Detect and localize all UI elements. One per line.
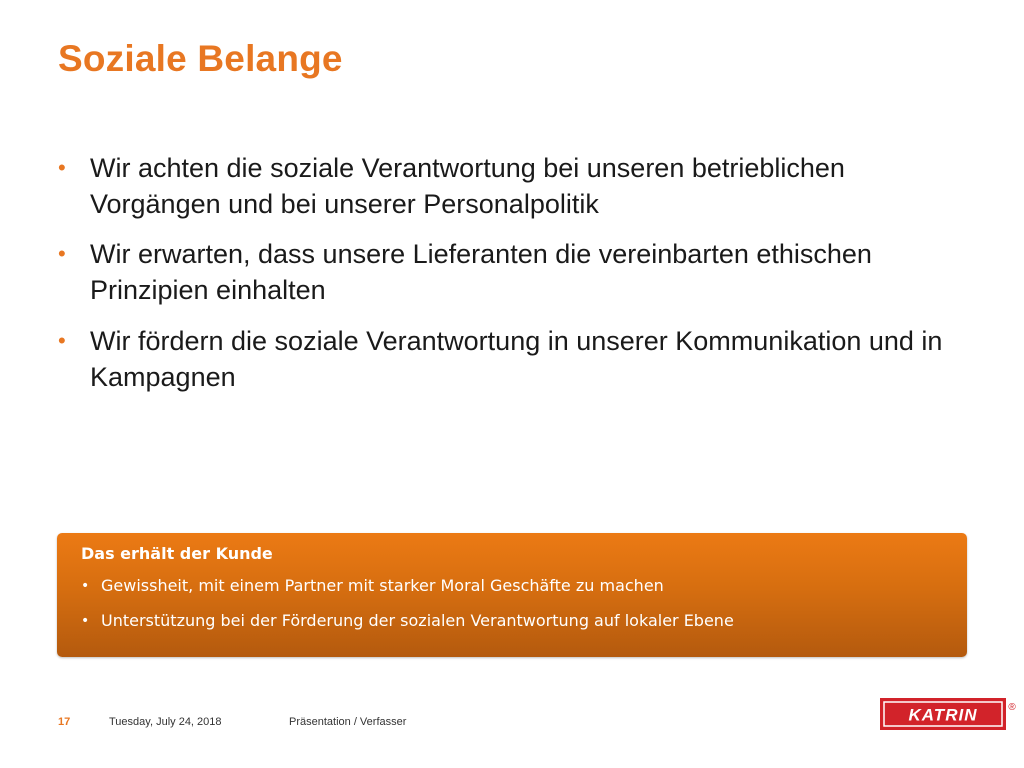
box-item xyxy=(81,610,951,632)
footer-author: Präsentation / Verfasser xyxy=(289,716,407,728)
slide-title: Soziale Belange xyxy=(58,38,343,79)
bullet-item xyxy=(58,236,978,308)
bullet-marker: • xyxy=(58,155,66,180)
page-number: 17 xyxy=(58,716,71,728)
box-list xyxy=(81,575,951,645)
bullet-item xyxy=(58,323,978,395)
bullet-marker: • xyxy=(58,241,66,266)
bullet-text: Wir achten die soziale Verantwortung bei unseren betrieblichen Vorgängen und bei unserer Personalpolitik xyxy=(90,153,845,219)
registered-mark: ® xyxy=(1008,702,1016,713)
footer-date: Tuesday, July 24, 2018 xyxy=(109,716,222,728)
katrin-logo xyxy=(880,698,1022,730)
box-item-text: Gewissheit, mit einem Partner mit starker Moral Geschäfte zu machen xyxy=(101,576,664,595)
bullet-list xyxy=(58,150,978,409)
customer-benefit-box xyxy=(57,533,967,657)
box-bullet-marker: • xyxy=(81,578,90,594)
logo-text: KATRIN xyxy=(908,705,978,725)
box-item-text: Unterstützung bei der Förderung der sozialen Verantwortung auf lokaler Ebene xyxy=(101,611,734,630)
bullet-text: Wir erwarten, dass unsere Lieferanten die vereinbarten ethischen Prinzipien einhalten xyxy=(90,239,872,305)
box-item xyxy=(81,575,951,597)
bullet-text: Wir fördern die soziale Verantwortung in unserer Kommunikation und in Kampagnen xyxy=(90,326,943,392)
box-heading: Das erhält der Kunde xyxy=(81,544,273,563)
bullet-marker: • xyxy=(58,328,66,353)
bullet-item xyxy=(58,150,978,222)
box-bullet-marker: • xyxy=(81,613,90,629)
